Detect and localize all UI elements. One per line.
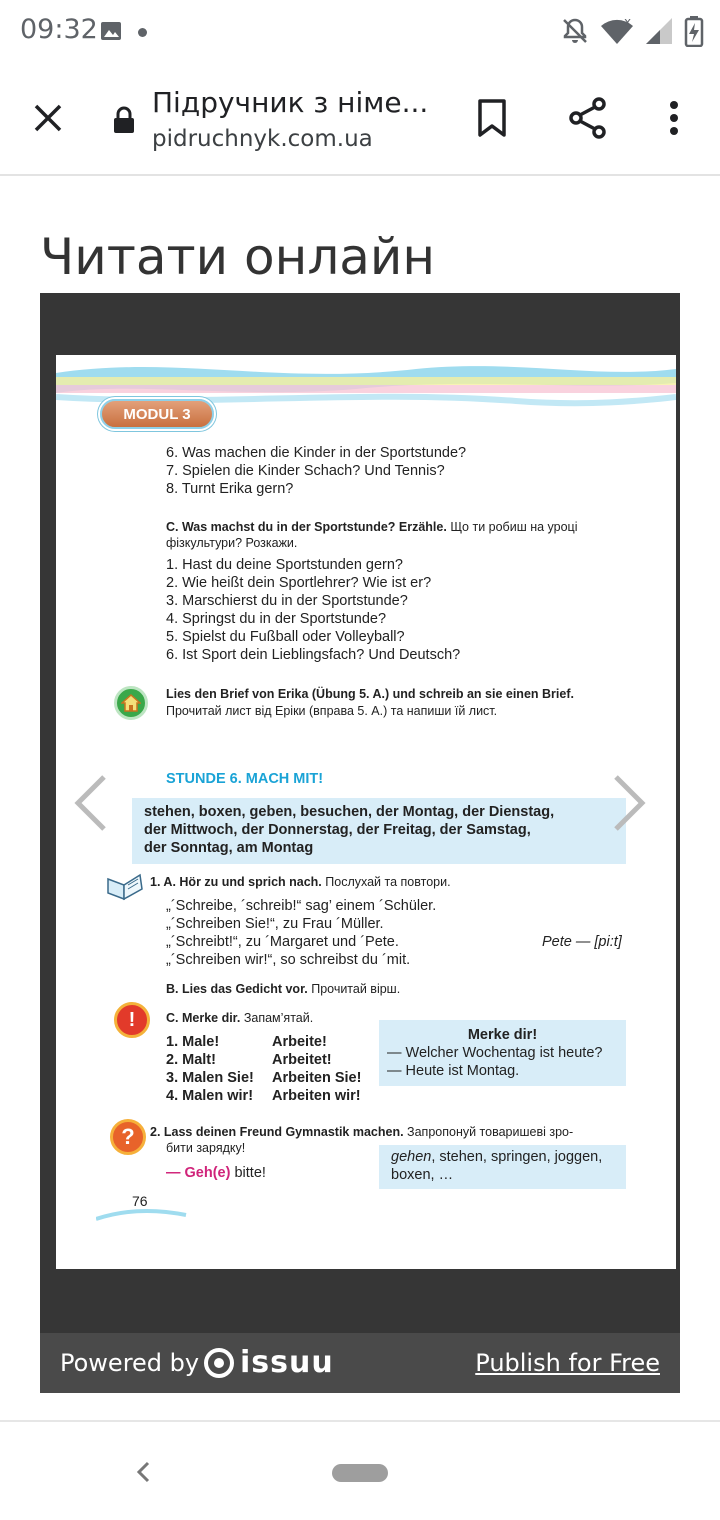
exercise-1b-title: B. Lies das Gedicht vor.	[166, 982, 308, 996]
poem-line-4: „´Schreiben wir!“, so schreibst du ´mit.	[166, 952, 411, 968]
mute-icon	[560, 16, 590, 46]
signal-icon	[644, 16, 674, 46]
previous-page-button[interactable]	[72, 773, 112, 833]
issuu-logo[interactable]	[204, 1345, 334, 1380]
issuu-bar	[40, 1333, 680, 1393]
page-number: 76	[132, 1193, 148, 1209]
bookmark-icon	[476, 98, 508, 138]
home-gesture-pill[interactable]	[332, 1464, 388, 1482]
poem-line-2: „´Schreiben Sie!“, zu Frau ´Müller.	[166, 916, 384, 932]
exercise-1c-title: C. Merke dir.	[166, 1011, 241, 1025]
question-c-2: 2. Wie heißt dein Sportlehrer? Wie ist er?	[166, 575, 432, 591]
system-navigation-bar	[0, 1420, 720, 1520]
verbs-box-rest: , stehen, springen, joggen,	[431, 1149, 603, 1165]
home-icon	[114, 686, 148, 720]
book-page	[56, 355, 676, 1269]
poem-line-1: „´Schreibe, ´schreib!“ sag’ einem ´Schüler.	[166, 898, 437, 914]
close-button[interactable]	[28, 98, 68, 138]
merke-col2-2: Arbeitet!	[272, 1052, 332, 1068]
issuu-logo-icon	[204, 1348, 234, 1378]
page-url[interactable]: pidruchnyk.com.ua	[152, 126, 373, 152]
verbs-box-line-2: boxen, …	[391, 1167, 454, 1183]
merke-box-title: Merke dir!	[467, 1027, 538, 1043]
question-b-6: 6. Was machen die Kinder in der Sportstunde?	[166, 445, 467, 461]
merke-col2-1: Arbeite!	[272, 1034, 327, 1050]
status-bar	[0, 0, 720, 64]
share-icon	[568, 97, 608, 139]
merke-box-line-2: — Heute ist Montag.	[387, 1063, 520, 1079]
publish-for-free-link[interactable]: Publish for Free	[475, 1349, 660, 1377]
task-c-title: C. Was machst du in der Sportstunde? Erzähle.	[166, 520, 447, 534]
exercise-1-title: 1. A. Hör zu und sprich nach.	[150, 875, 322, 889]
exclamation-icon: !	[114, 1002, 150, 1038]
battery-icon	[684, 15, 704, 47]
exercise-1b-translation: Прочитай вірш.	[311, 982, 401, 996]
vocabulary-box	[132, 798, 626, 864]
question-c-1: 1. Hast du deine Sportstunden gern?	[166, 557, 403, 573]
question-c-5: 5. Spielst du Fußball oder Volleyball?	[166, 629, 405, 645]
question-c-4: 4. Springst du in der Sportstunde?	[166, 611, 387, 627]
vocabulary-line-2: der Mittwoch, der Donnerstag, der Freitag, der Samstag,	[144, 822, 531, 838]
page-title: Підручник з німе...	[152, 86, 429, 119]
more-vert-icon	[668, 100, 680, 136]
pronunciation-note: Pete — [pi:t]	[542, 934, 622, 950]
next-page-button[interactable]	[608, 773, 648, 833]
page-heading: Читати онлайн	[40, 228, 436, 286]
question-icon: ?	[110, 1119, 146, 1155]
modul-badge: MODUL 3	[100, 399, 214, 429]
merke-box-line-1: — Welcher Wochentag ist heute?	[387, 1045, 603, 1061]
geh-suffix: bitte!	[230, 1165, 266, 1181]
task-c-translation: Що ти робиш на уроці	[450, 520, 578, 534]
vocabulary-line-3: der Sonntag, am Montag	[144, 840, 314, 856]
footer-wave-decoration	[96, 1207, 196, 1223]
home-task-translation: Прочитай лист від Еріки (вправа 5. А.) та напиши їй лист.	[166, 704, 498, 718]
stunde-title: STUNDE 6. MACH MIT!	[166, 771, 324, 787]
verbs-box	[379, 1145, 626, 1189]
question-c-3: 3. Marschierst du in der Sportstunde?	[166, 593, 408, 609]
more-menu-button[interactable]	[654, 96, 694, 140]
merke-col1-2: 2. Malt!	[166, 1052, 216, 1068]
merke-col2-4: Arbeiten wir!	[272, 1088, 361, 1104]
exercise-2-title: 2. Lass deinen Freund Gymnastik machen.	[150, 1125, 404, 1139]
merke-col1-3: 3. Malen Sie!	[166, 1070, 254, 1086]
exercise-1c-translation: Запам’ятай.	[243, 1011, 314, 1025]
chevron-left-icon	[72, 773, 112, 833]
status-icons	[560, 14, 704, 48]
vocabulary-line-1: stehen, boxen, geben, besuchen, der Montag, der Dienstag,	[144, 804, 555, 820]
issuu-viewer[interactable]	[40, 293, 680, 1393]
browser-toolbar	[0, 64, 720, 176]
wifi-icon	[600, 16, 634, 46]
merke-col1-1: 1. Male!	[166, 1034, 220, 1050]
verbs-box-italic: gehen	[391, 1149, 432, 1165]
lock-icon[interactable]	[112, 106, 136, 134]
dot-icon	[138, 28, 147, 37]
chevron-right-icon	[608, 773, 648, 833]
exercise-2-translation-2: бити зарядку!	[166, 1141, 246, 1155]
bookmark-button[interactable]	[472, 96, 512, 140]
book-icon	[106, 871, 144, 901]
exercise-1-translation: Послухай та повтори.	[325, 875, 451, 889]
back-icon[interactable]	[132, 1460, 156, 1484]
merke-col1-4: 4. Malen wir!	[166, 1088, 254, 1104]
status-time: 09:32	[20, 14, 98, 45]
question-c-6: 6. Ist Sport dein Lieblingsfach? Und Deutsch?	[166, 647, 461, 663]
svg-text:x: x	[624, 16, 632, 29]
geh-prefix: — Geh(e)	[166, 1165, 231, 1181]
task-c-translation-2: фізкультури? Розкажи.	[166, 536, 298, 550]
powered-by-label: Powered by	[60, 1349, 200, 1377]
image-icon	[100, 21, 122, 41]
question-b-8: 8. Turnt Erika gern?	[166, 481, 294, 497]
home-task-title: Lies den Brief von Erika (Übung 5. A.) und schreib an sie einen Brief.	[166, 687, 574, 701]
poem-line-3: „´Schreibt!“, zu ´Margaret und ´Pete.	[166, 934, 399, 950]
issuu-brand: issuu	[240, 1345, 334, 1380]
merke-box	[379, 1020, 626, 1086]
exercise-2-translation: Запропонуй товаришеві зро-	[407, 1125, 574, 1139]
share-button[interactable]	[566, 96, 610, 140]
close-icon	[32, 102, 64, 134]
question-b-7: 7. Spielen die Kinder Schach? Und Tennis?	[166, 463, 445, 479]
merke-col2-3: Arbeiten Sie!	[272, 1070, 362, 1086]
